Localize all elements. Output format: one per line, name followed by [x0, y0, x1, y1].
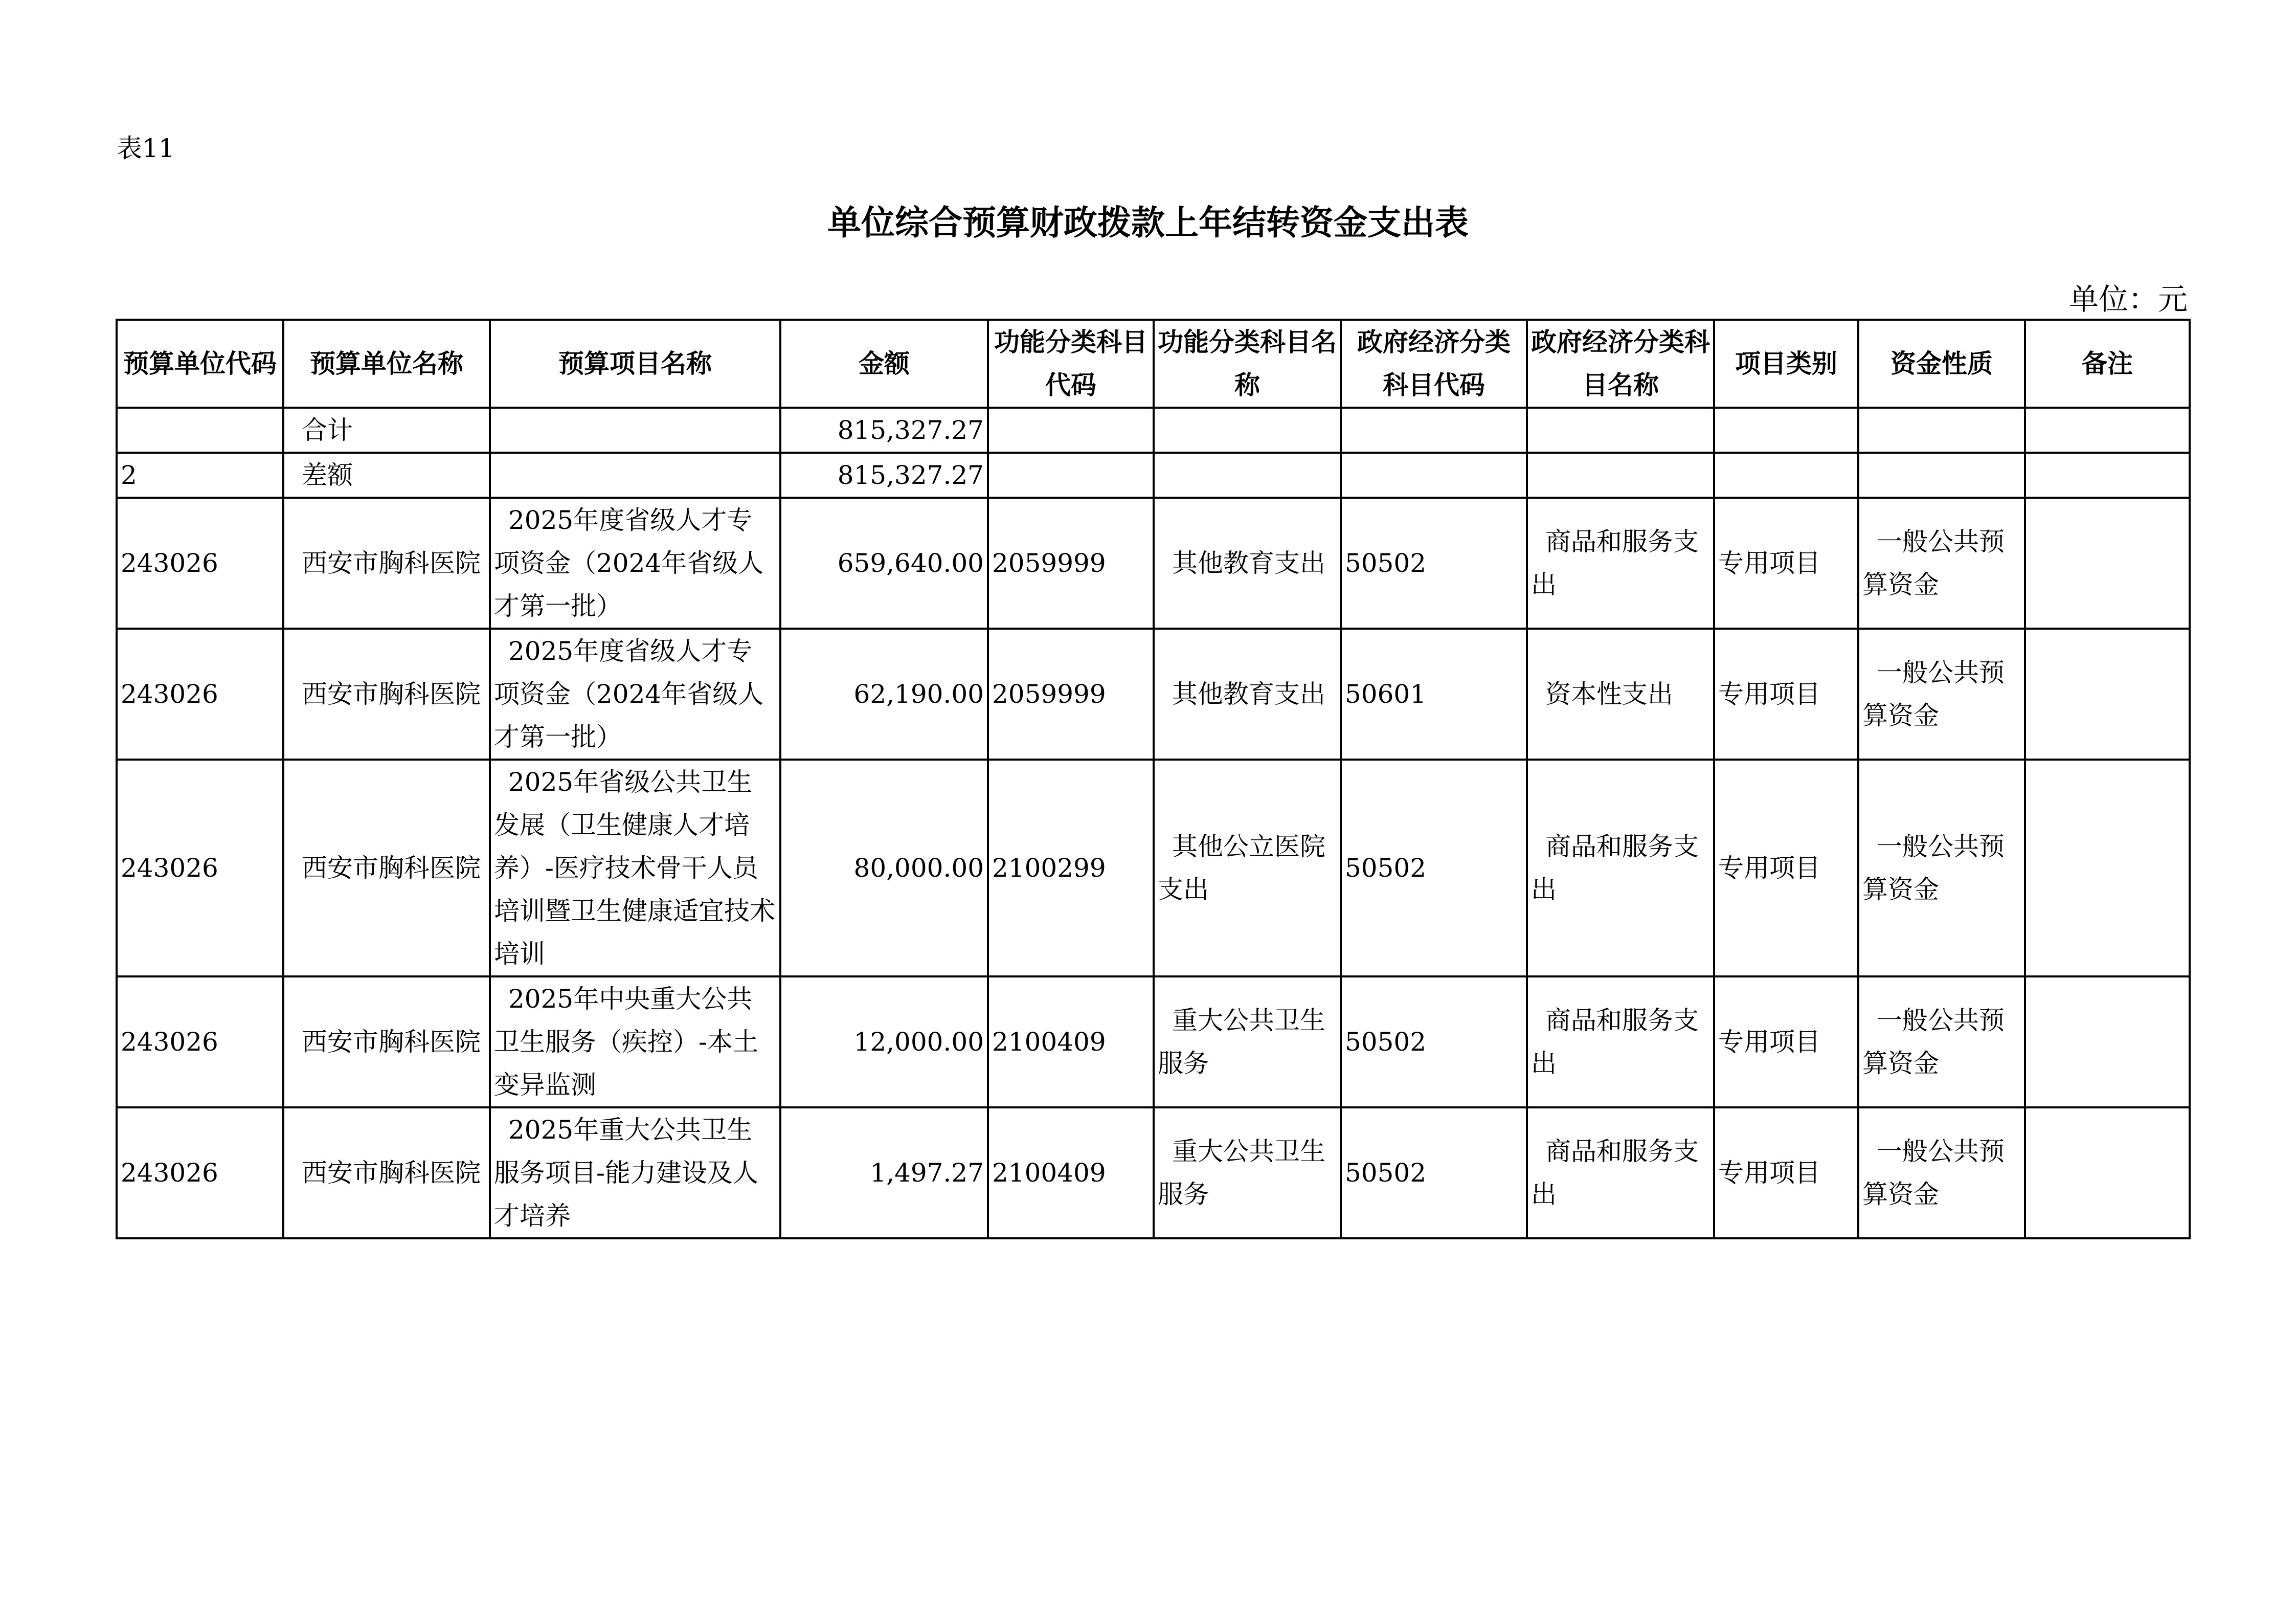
budget-table — [116, 319, 2191, 1239]
cell-amount: 1,497.27 — [780, 1107, 988, 1238]
cell-note — [2025, 976, 2190, 1107]
cell-project: 2025年中央重大公共卫生服务（疾控）-本土变异监测 — [490, 976, 780, 1107]
header-cell: 预算单位代码 — [117, 320, 283, 408]
cell-amount: 12,000.00 — [780, 976, 988, 1107]
cell-code: 243026 — [117, 976, 283, 1107]
cell-category: 专用项目 — [1714, 976, 1858, 1107]
cell-code — [117, 408, 283, 453]
header-cell: 功能分类科目名称 — [1154, 320, 1341, 408]
cell-econ-code: 50502 — [1341, 760, 1527, 976]
cell-func-code: 2059999 — [988, 629, 1154, 760]
header-row — [117, 320, 2190, 408]
table-row — [117, 760, 2190, 976]
cell-unit-name: 西安市胸科医院 — [283, 760, 490, 976]
cell-fund-nature: 一般公共预算资金 — [1858, 629, 2025, 760]
cell-code: 243026 — [117, 1107, 283, 1238]
cell-amount: 80,000.00 — [780, 760, 988, 976]
table-row — [117, 629, 2190, 760]
cell-unit-name: 差额 — [283, 453, 490, 498]
cell-note — [2025, 629, 2190, 760]
cell-unit-name: 西安市胸科医院 — [283, 629, 490, 760]
cell-econ-name: 商品和服务支出 — [1527, 1107, 1714, 1238]
cell-econ-code: 50502 — [1341, 1107, 1527, 1238]
cell-econ-code: 50601 — [1341, 629, 1527, 760]
cell-code: 243026 — [117, 498, 283, 629]
cell-project: 2025年度省级人才专项资金（2024年省级人才第一批） — [490, 498, 780, 629]
cell-fund-nature: 一般公共预算资金 — [1858, 760, 2025, 976]
cell-econ-name: 商品和服务支出 — [1527, 760, 1714, 976]
cell-code: 2 — [117, 453, 283, 498]
cell-amount: 815,327.27 — [780, 453, 988, 498]
header-cell: 项目类别 — [1714, 320, 1858, 408]
cell-category: 专用项目 — [1714, 498, 1858, 629]
unit-label: 单位：元 — [2068, 282, 2188, 317]
difference-row — [117, 453, 2190, 498]
cell-fund-nature: 一般公共预算资金 — [1858, 1107, 2025, 1238]
total-row — [117, 408, 2190, 453]
cell-econ-name: 资本性支出 — [1527, 629, 1714, 760]
header-cell: 备注 — [2025, 320, 2190, 408]
cell-project — [490, 408, 780, 453]
cell-amount: 659,640.00 — [780, 498, 988, 629]
cell-unit-name: 西安市胸科医院 — [283, 498, 490, 629]
header-cell: 功能分类科目代码 — [988, 320, 1154, 408]
cell-econ-code: 50502 — [1341, 498, 1527, 629]
header-cell: 预算项目名称 — [490, 320, 780, 408]
cell-fund-nature: 一般公共预算资金 — [1858, 976, 2025, 1107]
cell-project — [490, 453, 780, 498]
header-cell: 金额 — [780, 320, 988, 408]
cell-func-name: 其他教育支出 — [1154, 629, 1341, 760]
cell-project: 2025年重大公共卫生服务项目-能力建设及人才培养 — [490, 1107, 780, 1238]
cell-func-code: 2100409 — [988, 976, 1154, 1107]
cell-category: 专用项目 — [1714, 1107, 1858, 1238]
cell-func-code: 2100409 — [988, 1107, 1154, 1238]
cell-note — [2025, 760, 2190, 976]
cell-unit-name: 西安市胸科医院 — [283, 1107, 490, 1238]
cell-project: 2025年省级公共卫生发展（卫生健康人才培养）-医疗技术骨干人员培训暨卫生健康适宜技术培训 — [490, 760, 780, 976]
cell-fund-nature: 一般公共预算资金 — [1858, 498, 2025, 629]
cell-category: 专用项目 — [1714, 760, 1858, 976]
cell-code: 243026 — [117, 760, 283, 976]
cell-econ-code: 50502 — [1341, 976, 1527, 1107]
cell-code: 243026 — [117, 629, 283, 760]
cell-econ-name: 商品和服务支出 — [1527, 498, 1714, 629]
cell-func-name: 其他教育支出 — [1154, 498, 1341, 629]
cell-category: 专用项目 — [1714, 629, 1858, 760]
cell-amount: 62,190.00 — [780, 629, 988, 760]
header-cell: 政府经济分类科目名称 — [1527, 320, 1714, 408]
cell-func-name: 重大公共卫生服务 — [1154, 1107, 1341, 1238]
cell-unit-name: 西安市胸科医院 — [283, 976, 490, 1107]
cell-econ-name: 商品和服务支出 — [1527, 976, 1714, 1107]
cell-amount: 815,327.27 — [780, 408, 988, 453]
cell-func-name: 重大公共卫生服务 — [1154, 976, 1341, 1107]
cell-unit-name: 合计 — [283, 408, 490, 453]
cell-note — [2025, 498, 2190, 629]
cell-note — [2025, 1107, 2190, 1238]
table-row — [117, 1107, 2190, 1238]
header-cell: 政府经济分类科目代码 — [1341, 320, 1527, 408]
page-title: 单位综合预算财政拨款上年结转资金支出表 — [827, 203, 1469, 242]
table-row — [117, 976, 2190, 1107]
cell-func-code: 2059999 — [988, 498, 1154, 629]
table-number: 表11 — [117, 134, 175, 163]
header-cell: 资金性质 — [1858, 320, 2025, 408]
cell-project: 2025年度省级人才专项资金（2024年省级人才第一批） — [490, 629, 780, 760]
cell-func-name: 其他公立医院支出 — [1154, 760, 1341, 976]
cell-func-code: 2100299 — [988, 760, 1154, 976]
table-row — [117, 498, 2190, 629]
header-cell: 预算单位名称 — [283, 320, 490, 408]
